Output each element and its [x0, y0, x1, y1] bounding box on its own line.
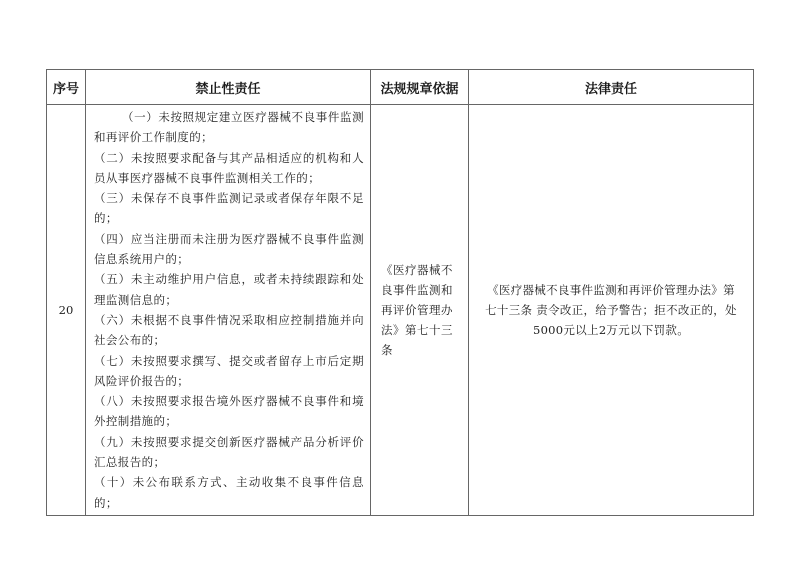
liability-cell: 《医疗器械不良事件监测和再评价管理办法》第七十三条 责令改正，给予警告；拒不改正的，处5000元以上2万元以下罚款。 — [469, 105, 754, 516]
prohibition-item: （十）未公布联系方式、主动收集不良事件信息的； — [94, 475, 364, 510]
prohibition-item: （九）未按照要求提交创新医疗器械产品分析评价汇总报告的； — [94, 434, 364, 470]
prohibition-item: （七）未按照要求撰写、提交或者留存上市后定期风险评价报告的； — [94, 353, 364, 388]
basis-cell: 《医疗器械不良事件监测和再评价管理办法》第七十三条 — [371, 105, 469, 516]
prohibition-item: （四）应当注册而未注册为医疗器械不良事件监测信息系统用户的； — [94, 231, 364, 267]
header-liability: 法律责任 — [469, 70, 754, 105]
header-prohibition: 禁止性责任 — [86, 70, 371, 105]
prohibition-item: （二）未按照要求配备与其产品相适应的机构和人员从事医疗器械不良事件监测相关工作的； — [94, 150, 364, 185]
header-seq: 序号 — [47, 70, 86, 105]
prohibition-item: （五）未主动维护用户信息，或者未持续跟踪和处理监测信息的； — [94, 272, 364, 307]
table-row — [47, 105, 754, 516]
prohibition-cell — [86, 105, 371, 516]
prohibition-item: （三）未保存不良事件监测记录或者保存年限不足的； — [94, 191, 364, 226]
header-row — [47, 70, 754, 105]
prohibition-item: （一）未按照规定建立医疗器械不良事件监测和再评价工作制度的； — [94, 110, 364, 145]
regulation-table — [46, 69, 754, 516]
prohibition-item: （八）未按照要求报告境外医疗器械不良事件和境外控制措施的； — [94, 394, 364, 429]
header-basis: 法规规章依据 — [371, 70, 469, 105]
prohibition-item: （六）未根据不良事件情况采取相应控制措施并向社会公布的； — [94, 312, 364, 348]
row-seq-cell: 20 — [47, 105, 86, 516]
